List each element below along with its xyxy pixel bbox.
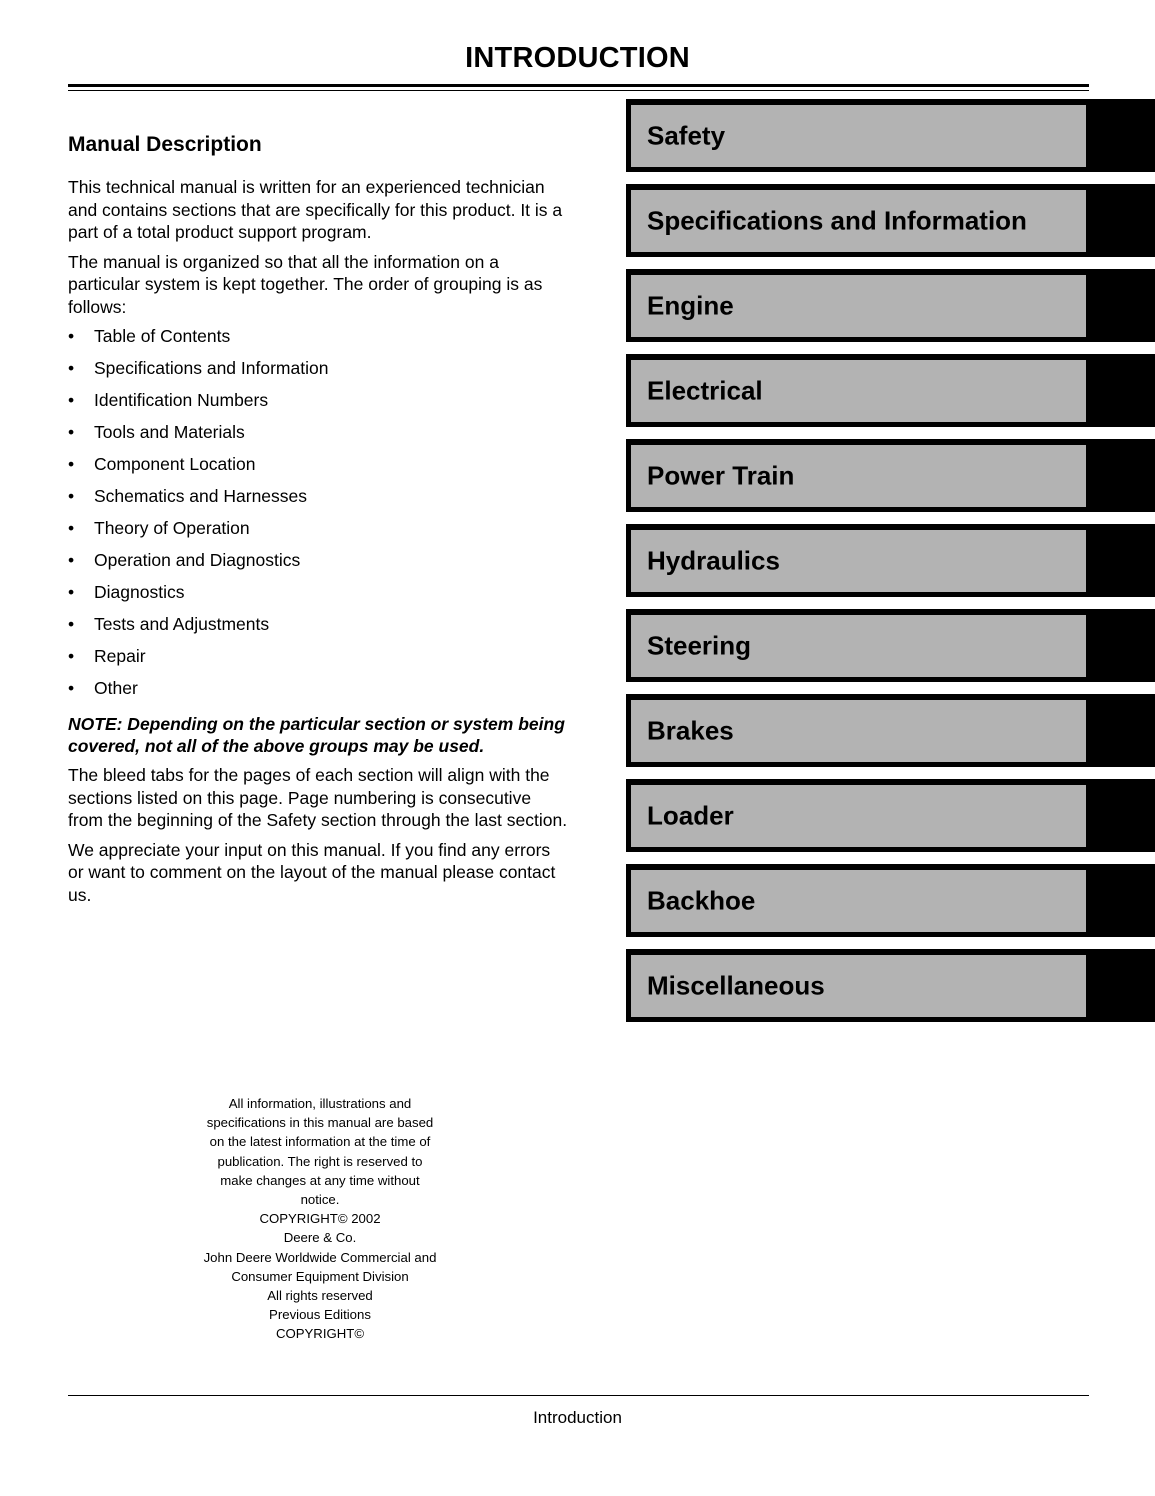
bullet-icon: • [68,678,75,698]
feedback-paragraph: We appreciate your input on this manual. If you find any errors or want to comment on the layout of the manual please contact us. [68,839,556,905]
copyright-line: COPYRIGHT© [275,1326,365,1342]
bullet-icon: • [68,550,75,570]
title-rule-thin [68,90,1089,91]
copyright-line: All rights reserved [267,1288,373,1304]
section-tab[interactable] [626,354,1155,427]
bullet-icon: • [68,486,75,506]
bullet-icon: • [68,614,75,634]
section-tab-panel [631,955,1086,1017]
list-item [68,645,568,677]
list-item [68,421,568,453]
section-tab-panel [631,615,1086,677]
title-rule-thick [68,84,1089,87]
list-item-label: Component Location [94,454,256,474]
section-tab-label: Electrical [647,375,763,406]
list-item [68,549,568,581]
list-item [68,389,568,421]
list-item-label: Operation and Diagnostics [94,550,301,570]
list-item-label: Tools and Materials [94,422,245,442]
bullet-icon: • [68,518,75,538]
copyright-notice [160,1094,480,1344]
bullet-icon: • [68,582,75,602]
section-tab-label: Specifications and Information [647,205,1027,236]
section-tab-panel [631,870,1086,932]
copyright-line: COPYRIGHT© 2002 [259,1211,381,1227]
section-tab[interactable] [626,694,1155,767]
organization-paragraph: The manual is organized so that all the information on a particular system is kept together. The order of grouping is as follows: [68,251,543,317]
section-tab-label: Safety [647,120,726,151]
list-item [68,485,568,517]
list-item-label: Other [94,678,138,698]
section-tabs [626,99,1155,1034]
page-title: INTRODUCTION [465,42,690,74]
list-item-label: Specifications and Information [94,358,329,378]
list-item [68,581,568,613]
section-tab-label: Hydraulics [647,545,780,576]
section-tab-label: Engine [647,290,734,321]
copyright-line: John Deere Worldwide Commercial and [203,1249,437,1265]
section-tab[interactable] [626,99,1155,172]
section-tab-panel [631,700,1086,762]
group-list [68,325,568,709]
copyright-line: Previous Editions [269,1307,371,1323]
section-tab[interactable] [626,439,1155,512]
list-item [68,517,568,549]
list-item-label: Repair [94,646,146,666]
list-item [68,453,568,485]
copyright-line: publication. The right is reserved to [217,1153,423,1169]
section-tab-label: Brakes [647,715,734,746]
list-item [68,325,568,357]
section-tab[interactable] [626,524,1155,597]
footer-rule [68,1395,1089,1396]
section-tab-panel [631,105,1086,167]
bullet-icon: • [68,422,75,442]
section-tab-label: Backhoe [647,885,756,916]
bullet-icon: • [68,390,75,410]
section-tab[interactable] [626,864,1155,937]
section-tab-label: Power Train [647,460,795,491]
list-item [68,677,568,709]
section-tab-panel [631,190,1086,252]
bullet-icon: • [68,358,75,378]
section-tab[interactable] [626,184,1155,257]
manual-description-column [68,130,568,913]
section-tab-panel [631,785,1086,847]
page-footer: Introduction [533,1408,622,1427]
bullet-icon: • [68,454,75,474]
list-item-label: Table of Contents [94,326,231,346]
copyright-line: notice. [300,1192,340,1208]
copyright-line: All information, illustrations and [228,1096,412,1111]
bullet-icon: • [68,646,75,666]
list-item-label: Theory of Operation [94,518,250,538]
section-tab-panel [631,445,1086,507]
section-tab[interactable] [626,949,1155,1022]
list-item [68,613,568,645]
copyright-line: make changes at any time without [220,1172,420,1188]
section-tab[interactable] [626,269,1155,342]
section-tab[interactable] [626,609,1155,682]
note-text: NOTE: Depending on the particular section or system being covered, not all of the above groups may be used. [68,714,565,756]
section-tab[interactable] [626,779,1155,852]
section-heading: Manual Description [68,133,262,156]
list-item-label: Identification Numbers [94,390,269,410]
section-tab-panel [631,530,1086,592]
list-item [68,357,568,389]
bleed-tabs-paragraph: The bleed tabs for the pages of each section will align with the sections listed on this page. Page numbering is consecutive from the beginning of the Safety section through the last section. [68,765,568,830]
list-item-label: Tests and Adjustments [94,614,270,634]
list-item-label: Diagnostics [94,582,185,602]
list-item-label: Schematics and Harnesses [94,486,308,506]
bullet-icon: • [68,326,75,346]
section-tab-panel [631,360,1086,422]
copyright-line: on the latest information at the time of [209,1134,431,1150]
section-tab-label: Miscellaneous [647,970,825,1001]
copyright-line: specifications in this manual are based [206,1115,434,1131]
section-tab-panel [631,275,1086,337]
section-tab-label: Steering [647,630,752,661]
intro-paragraph: This technical manual is written for an experienced technician and contains sections that are specifically for this product. It is a part of a total product support program. [68,177,563,242]
section-tab-label: Loader [647,800,734,831]
copyright-line: Consumer Equipment Division [231,1268,409,1284]
copyright-line: Deere & Co. [283,1230,357,1246]
